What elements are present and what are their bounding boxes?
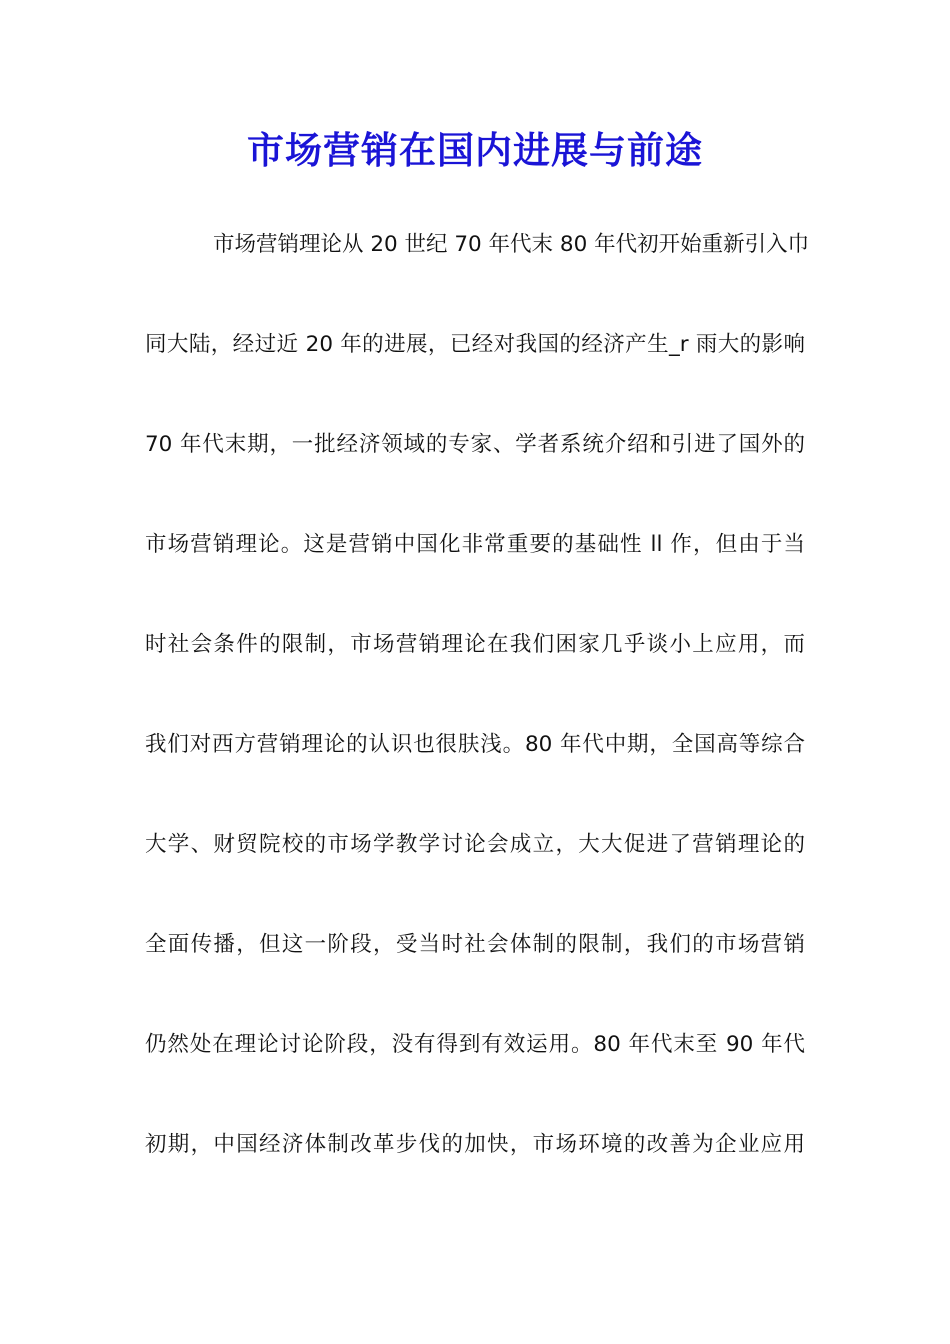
body-paragraph: [145, 225, 810, 1225]
text-line: 70 年代末期，一批经济领域的专家、学者系统介绍和引进了国外的: [145, 432, 805, 457]
text-line: 同大陆，经过近 20 年的进展，已经对我国的经济产生_r 雨大的影响: [145, 332, 805, 357]
text-line: 时社会条件的限制，市场营销理论在我们困家几乎谈小上应用，而: [145, 632, 805, 657]
text-line: 市场营销理论。这是营销中国化非常重要的基础性 ll 作，但由于当: [145, 532, 805, 557]
document-title: 市场营销在国内进展与前途: [247, 128, 703, 172]
text-line: 初期，中国经济体制改革步伐的加快，市场环境的改善为企业应用: [145, 1132, 805, 1157]
text-line: 仍然处在理论讨论阶段，没有得到有效运用。80 年代末至 90 年代: [145, 1032, 805, 1057]
text-line: 大学、财贸院校的市场学教学讨论会成立，大大促进了营销理论的: [145, 832, 805, 857]
text-line: 全面传播，但这一阶段，受当时社会体制的限制，我们的市场营销: [145, 932, 805, 957]
text-line: 市场营销理论从 20 世纪 70 年代末 80 年代初开始重新引入巾: [213, 232, 810, 257]
text-line: 我们对西方营销理论的认识也很肤浅。80 年代中期，全国高等综合: [145, 732, 805, 757]
